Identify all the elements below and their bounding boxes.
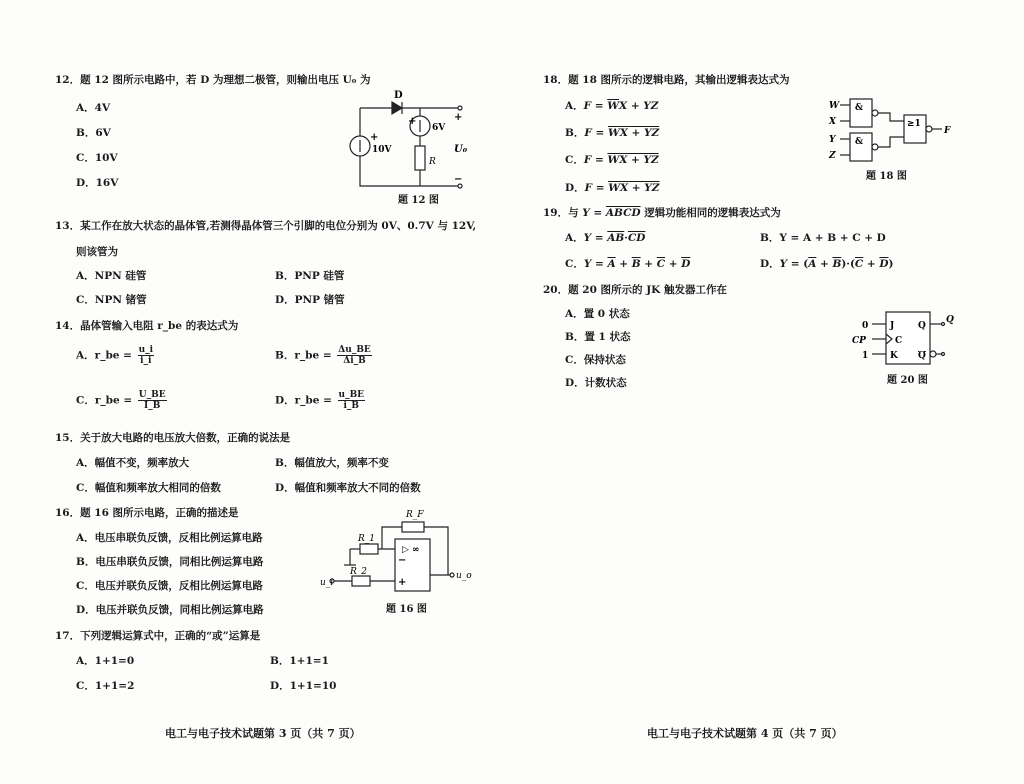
q18-option-c: C．F = WX + YZ: [565, 154, 659, 166]
q14-option-a: A．r_be = $\frac{u\_i}{i\_i}$: [76, 345, 154, 366]
j-input-value: 0: [862, 321, 869, 331]
q16-option-c: C．电压并联负反馈，反相比例运算电路: [76, 580, 263, 592]
q12-option-a: A．4V: [76, 102, 111, 114]
r2-label: R_2: [350, 567, 368, 577]
q17-option-c: C．1+1=2: [76, 680, 135, 692]
out-plus: +: [454, 112, 463, 123]
question-16-stem: 16．题 16 图所示电路，正确的描述是: [55, 507, 239, 519]
or-gate: ≥1: [907, 119, 921, 129]
figure-12-caption: 题 12 图: [398, 195, 439, 206]
q-output: Q: [946, 315, 954, 325]
q15-option-d: D．幅值和频率放大不同的倍数: [275, 482, 421, 494]
q14-option-d: D．r_be = $\frac{u\_BE}{i\_B}$: [275, 390, 365, 411]
q20-option-c: C．保持状态: [565, 354, 626, 366]
q19-option-a: A．$Y = \overline{AB}\cdot\overline{CD}$: [565, 232, 646, 244]
output-f: F: [944, 126, 951, 136]
input-y: Y: [829, 135, 836, 145]
q13-option-d: D．PNP 锗管: [275, 294, 345, 306]
q12-option-b: B．6V: [76, 127, 111, 139]
q15-option-a: A．幅值不变，频率放大: [76, 457, 190, 469]
q13-option-a: A．NPN 硅管: [76, 270, 147, 282]
opamp-inf: ▷ ∞: [402, 545, 420, 555]
source2-label: 6V: [432, 123, 446, 133]
question-12-stem: 12．题 12 图所示电路中，若 D 为理想二极管，则输出电压 U₀ 为: [55, 74, 371, 86]
q16-option-a: A．电压串联负反馈，反相比例运算电路: [76, 532, 263, 544]
diode-label: D: [394, 90, 403, 101]
q18-option-a: A．$F = \overline{W}X$ + YZ: [565, 100, 659, 112]
k-pin: K: [890, 351, 898, 361]
input-z: Z: [829, 151, 836, 161]
q18-option-b: B．F = WX + YZ: [565, 127, 660, 139]
right-page-footer: 电工与电子技术试题第 4 页（共 7 页）: [647, 727, 843, 740]
q19-option-c: C．$Y = \overline{A} + \overline{B} + \overline{C} + \overline{D}$: [565, 258, 691, 270]
question-13-stem: 13．某工作在放大状态的晶体管,若测得晶体管三个引脚的电位分别为 0V、0.7V 与 12V,: [55, 220, 477, 232]
input-x: X: [829, 117, 836, 127]
figure-18-caption: 题 18 图: [866, 171, 907, 182]
rf-label: R_F: [406, 510, 424, 520]
figure-20-caption: 题 20 图: [887, 375, 928, 386]
opamp-minus: −: [398, 555, 407, 566]
cp-label: CP: [852, 336, 866, 346]
q19-option-b: B．Y = A + B + C + D: [760, 232, 886, 244]
source2-plus: +: [408, 116, 417, 127]
q17-option-a: A．1+1=0: [76, 655, 135, 667]
q12-option-d: D．16V: [76, 177, 119, 189]
q20-option-d: D．计数状态: [565, 377, 627, 389]
q20-option-b: B．置 1 状态: [565, 331, 631, 343]
q13-option-b: B．PNP 硅管: [275, 270, 345, 282]
source1-plus: +: [370, 132, 379, 143]
resistor-label: R: [429, 157, 436, 167]
figure-16-caption: 题 16 图: [386, 604, 427, 615]
q19-option-d: D．$Y = (\overline{A} + \overline{B})\cdot(\overline{C} + \overline{D})$: [760, 258, 894, 270]
qbar-pin: Q: [918, 351, 926, 361]
figure-12-circuit: [340, 88, 480, 206]
question-20-stem: 20．题 20 图所示的 JK 触发器工作在: [543, 284, 727, 296]
and-gate-2: &: [855, 137, 864, 147]
figure-18-logic: [828, 95, 958, 165]
out-minus: −: [454, 174, 463, 185]
question-19-stem: 19．与 Y = ABCD 逻辑功能相同的逻辑表达式为: [543, 207, 781, 219]
r1-label: R_1: [358, 534, 376, 544]
j-pin: J: [890, 321, 895, 331]
q12-option-c: C．10V: [76, 152, 118, 164]
and-gate-1: &: [855, 103, 864, 113]
figure-20-jk-flipflop: [850, 308, 960, 370]
q16-option-d: D．电压并联负反馈，同相比例运算电路: [76, 604, 264, 616]
input-w: W: [829, 101, 840, 111]
question-15-stem: 15．关于放大电路的电压放大倍数，正确的说法是: [55, 432, 291, 444]
k-input-value: 1: [862, 351, 869, 361]
q20-option-a: A．置 0 状态: [565, 308, 630, 320]
question-14-stem: 14．晶体管输入电阻 r_be 的表达式为: [55, 320, 239, 332]
uo-label: u_o: [456, 571, 472, 581]
q-pin: Q: [918, 321, 926, 331]
q14-option-c: C．r_be = $\frac{U\_BE}{I\_B}$: [76, 390, 166, 411]
q15-option-c: C．幅值和频率放大相同的倍数: [76, 482, 221, 494]
q14-option-b: B．r_be = $\frac{\Delta u\_BE}{\Delta i\_B}$: [275, 345, 371, 366]
q17-option-b: B．1+1=1: [270, 655, 329, 667]
opamp-plus: +: [398, 577, 407, 588]
question-17-stem: 17．下列逻辑运算式中，正确的“或”运算是: [55, 630, 261, 642]
q15-option-b: B．幅值放大，频率不变: [275, 457, 389, 469]
q18-option-d: D．F = WX + YZ: [565, 182, 660, 194]
out-label: U₀: [454, 144, 468, 155]
source1-label: 10V: [372, 145, 392, 155]
q13-option-c: C．NPN 锗管: [76, 294, 147, 306]
q17-option-d: D．1+1=10: [270, 680, 337, 692]
ui-label: u_i: [320, 578, 334, 588]
figure-16-circuit: [320, 505, 480, 600]
c-pin: C: [895, 336, 903, 346]
question-13-stem-line2: 则该管为: [76, 246, 118, 258]
left-page-footer: 电工与电子技术试题第 3 页（共 7 页）: [165, 727, 361, 740]
question-18-stem: 18．题 18 图所示的逻辑电路，其输出逻辑表达式为: [543, 74, 790, 86]
q16-option-b: B．电压串联负反馈，同相比例运算电路: [76, 556, 264, 568]
